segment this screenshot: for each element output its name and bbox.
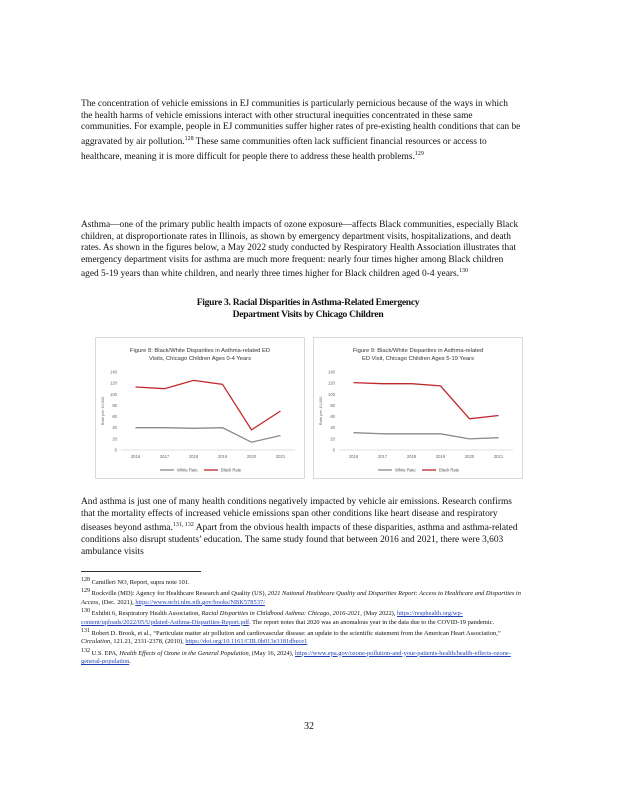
legend-label: Black Rate <box>439 467 460 473</box>
x-tick-label: 2016 <box>130 454 141 459</box>
footnotes <box>81 576 531 666</box>
paragraph-text-cont: These same communities often lack sufficient financial resources or access to healthcare, meaning it is more difficult for people there to address these health problems. <box>81 136 487 162</box>
paragraph-text: And asthma is just one of many health conditions negatively impacted by vehicle air emissions. Research confirms that the mortality effects of increased vehicle emissions span other conditions like heart disease and respiratory diseases beyond asthma. <box>81 497 512 534</box>
page-number: 32 <box>304 721 314 732</box>
footnote-129 <box>81 587 531 607</box>
footnote-title: Circulation <box>81 638 111 646</box>
chart-title-line1: Figure 8: Black/White Disparities in Asthma-related ED <box>129 348 271 354</box>
y-tick-label: 0 <box>114 447 117 453</box>
x-tick-label: 2017 <box>377 454 388 459</box>
footnote-text: U.S. EPA, <box>91 649 118 657</box>
y-axis-label: Rate per 10,000 <box>318 396 323 426</box>
footnote-130 <box>81 607 531 627</box>
x-tick-label: 2020 <box>464 454 475 459</box>
x-tick-label: 2018 <box>406 454 417 459</box>
x-tick-label: 2019 <box>217 454 228 459</box>
footnote-ref-131-132[interactable]: 131, 132 <box>172 522 194 529</box>
footnote-text: , 121.21, 2331-2378, (2010), <box>110 638 184 646</box>
y-tick-label: 40 <box>330 425 335 431</box>
footnote-text: (May 16, 2024), <box>251 649 294 657</box>
paragraph-text-cont: Apart from the obvious health impacts of these disparities, asthma and asthma-related conditions also disrupt students’ education. The same study found that between 2016 and 2021, there were 3,603 ambulance visits <box>81 523 518 557</box>
y-tick-label: 60 <box>112 414 117 420</box>
y-tick-label: 40 <box>112 425 117 431</box>
chart-ages-5-19 <box>313 337 523 479</box>
y-tick-label: 140 <box>110 369 117 375</box>
footnote-number: 129 <box>81 588 90 595</box>
footnote-number: 131 <box>81 627 90 634</box>
chart-title-line1: Figure 9: Black/White Disparities in Asthma-related <box>352 348 484 354</box>
footnote-link[interactable]: https://www.ncbi.nlm.nih.gov/books/NBK578537/ <box>135 598 265 606</box>
footnote-text: . <box>129 658 131 665</box>
chart-title-line2: ED Visit, Chicago Children Ages 5-19 Years <box>361 356 475 362</box>
footnote-title: 2021 National Healthcare Quality and Disparities Report: Access to Healthcare and Disparities in Access <box>81 590 521 606</box>
figure-title-line2: Department Visits by Chicago Children <box>232 309 384 320</box>
footnote-ref-130[interactable]: 130 <box>458 268 468 275</box>
footnote-number: 128 <box>81 577 90 583</box>
x-tick-label: 2016 <box>348 454 359 459</box>
footnote-128 <box>81 576 531 587</box>
footnote-text: , (May 2022), <box>360 610 396 618</box>
footnote-number: 132 <box>81 647 90 654</box>
x-tick-label: 2017 <box>159 454 170 459</box>
figure-title <box>130 297 486 321</box>
footnote-text: Rockville (MD): Agency for Healthcare Research and Quality (US), <box>91 590 267 598</box>
y-tick-label: 0 <box>332 447 335 453</box>
footnote-title: Health Effects of Ozone in the General Population, <box>119 649 251 657</box>
footnote-number: 130 <box>81 608 90 615</box>
y-tick-label: 100 <box>328 391 335 397</box>
footnote-text: Camilleri NO, Report, supra note 101. <box>91 579 190 587</box>
footnote-link[interactable]: https://doi.org/10.1161/CIR.0b013e3181dbece1 <box>185 638 308 646</box>
chart-ages-0-4 <box>95 337 305 479</box>
x-tick-label: 2019 <box>435 454 446 459</box>
y-tick-label: 120 <box>110 380 117 386</box>
footnote-text: , (Dec. 2021), <box>98 598 134 606</box>
figure-title-line1: Figure 3. Racial Disparities in Asthma-Related Emergency <box>196 297 420 308</box>
footnote-title: Racial Disparities in Childhood Asthma: Chicago, 2016-2021 <box>201 610 361 618</box>
paragraph-other-conditions <box>81 497 521 558</box>
paragraph-text: Asthma—one of the primary public health impacts of ozone exposure—affects Black communities, especially Black children, at disproportionate rates in Illinois, as shown by emergency department visits, hospitalizations, and death rates. As shown in the figures below, a May 2022 study conducted by Respiratory Health Association illustrates that emergency department visits for asthma are much more frequent: nearly four times higher among Black children aged 5-19 years than white children, and nearly three times higher for Black children aged 0-4 years. <box>81 220 519 280</box>
y-tick-label: 100 <box>110 391 117 397</box>
footnote-link[interactable]: https://resphealth.org/wp-content/uploads/2022/05/Updated-Asthma-Disparities-Report.pdf <box>81 610 463 626</box>
footnote-text: Robert D. Brook, et al., “Particulate matter air pollution and cardiovascular disease: an update to the scientific statement from the American Heart Association,” <box>91 629 501 637</box>
y-tick-label: 20 <box>330 436 335 442</box>
y-tick-label: 120 <box>328 380 335 386</box>
paragraph-ej-communities <box>81 99 521 163</box>
footnote-131 <box>81 627 531 647</box>
chart-title-line2: Visits, Chicago Children Ages 0-4 Years <box>148 356 252 362</box>
y-tick-label: 60 <box>330 414 335 420</box>
y-tick-label: 80 <box>112 402 117 408</box>
y-axis-label: Rate per 10,000 <box>100 396 105 426</box>
footnote-132 <box>81 647 531 667</box>
footnote-ref-128[interactable]: 128 <box>184 135 194 142</box>
paragraph-asthma <box>81 220 521 281</box>
x-tick-label: 2018 <box>188 454 199 459</box>
y-tick-label: 140 <box>328 369 335 375</box>
footnote-divider <box>81 571 201 572</box>
x-tick-label: 2021 <box>493 454 504 459</box>
paragraph-text: The concentration of vehicle emissions in EJ communities is particularly pernicious because of the ways in which the health harms of vehicle emissions interact with other structural inequities concentrated in these same communities. For example, people in EJ communities suffer higher rates of pre-existing health conditions that can be aggravated by air pollution. <box>81 99 521 147</box>
footnote-ref-129[interactable]: 129 <box>414 150 424 157</box>
x-tick-label: 2020 <box>246 454 257 459</box>
y-tick-label: 20 <box>112 436 117 442</box>
footnote-link[interactable]: https://www.epa.gov/ozone-pollution-and-your-patients-health/health-effects-ozone-general-population <box>81 649 511 665</box>
legend-label: Black Rate <box>221 467 242 473</box>
x-tick-label: 2021 <box>275 454 286 459</box>
footnote-text: . The report notes that 2020 was an anomalous year in the data due to the COVID-19 pandemic. <box>249 618 495 626</box>
legend-label: White Rate <box>395 467 416 473</box>
legend-label: White Rate <box>177 467 198 473</box>
footnote-text: Exhibit 6, Respiratory Health Association, <box>91 610 200 618</box>
y-tick-label: 80 <box>330 402 335 408</box>
